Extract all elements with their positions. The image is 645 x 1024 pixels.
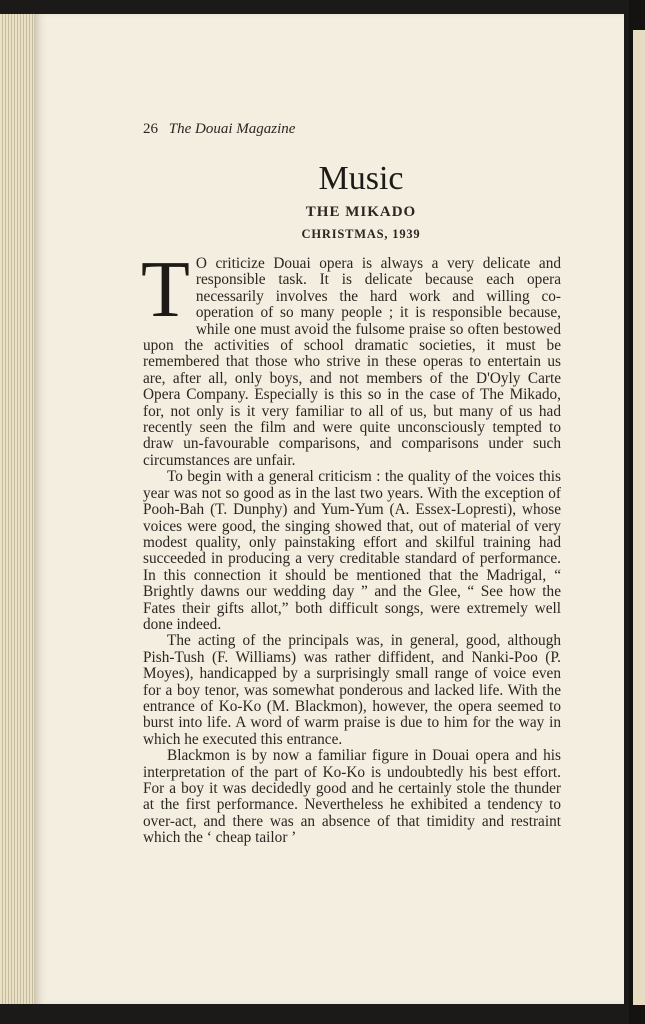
article-subtitle: THE MIKADO [305, 204, 417, 220]
article-body [141, 246, 561, 847]
magazine-title: The Douai Magazine [168, 121, 296, 137]
facing-page-edge [633, 30, 645, 1005]
paragraph-3: The acting of the principals was, in general, good, although Pish-Tush (F. Williams) was rather diffident, and Nanki-Poo (P. Moyes), handicapped by a surprisingly small range of voice even for a boy tenor, was somewhat ponderous and lacked life. With the entrance of Ko-Ko (M. Blackmon), however, the opera seemed to burst into life. A word of warm praise is due to him for the way in which he executed this entrance. [143, 632, 561, 748]
drop-cap: T [141, 246, 190, 334]
article-date: CHRISTMAS, 1939 [301, 227, 421, 241]
paragraph-4: Blackmon is by now a familiar figure in Douai opera and his interpretation of the part of Ko-Ko is undoubtedly his best effort. For a boy it was decidedly good and he certainly stole the thunder at the first performance. Nevertheless he exhibited a tendency to over-act, and there was an absence of that timidity and restraint which the ‘ cheap tailor ’ [143, 747, 561, 847]
running-header [143, 120, 561, 138]
page-edges [0, 14, 36, 1004]
paragraph-text: O criticize Douai opera is always a very delicate and responsible task. It is delicate because each opera necessarily involves the hard work and willing co-operation of so many people ; it is responsible because, while one must avoid the fulsome praise so often bestowed upon the activities of school dramatic societies, it must be remembered that those who strive in these operas to entertain us are, after all, only boys, and not members of the D'Oyly Carte Opera Company. Especially is this so in the case of The Mikado, for, not only is it very familiar to all of us, but many of us had recently seen the film and were quite unconsciously tempted to draw un-favourable comparisons, and comparisons under such circumstances are unfair. [143, 255, 561, 469]
section-title: Music [318, 160, 404, 197]
text-column [141, 120, 561, 847]
page-number: 26 [143, 121, 158, 137]
paragraph-2: To begin with a general criticism : the quality of the voices this year was not so good as in the last two years. With the exception of Pooh-Bah (T. Dunphy) and Yum-Yum (A. Essex-Lopresti), whose voices were good, the singing showed that, out of material of very modest quality, only painstaking effort and skilful training had succeeded in producing a very creditable standard of performance. In this connection it should be mentioned that the Madrigal, “ Brightly dawns our wedding day ” and the Glee, “ See how the Fates their gifts allot,” both difficult songs, were extremely well done indeed. [143, 468, 561, 633]
paragraph-1 [141, 246, 561, 469]
